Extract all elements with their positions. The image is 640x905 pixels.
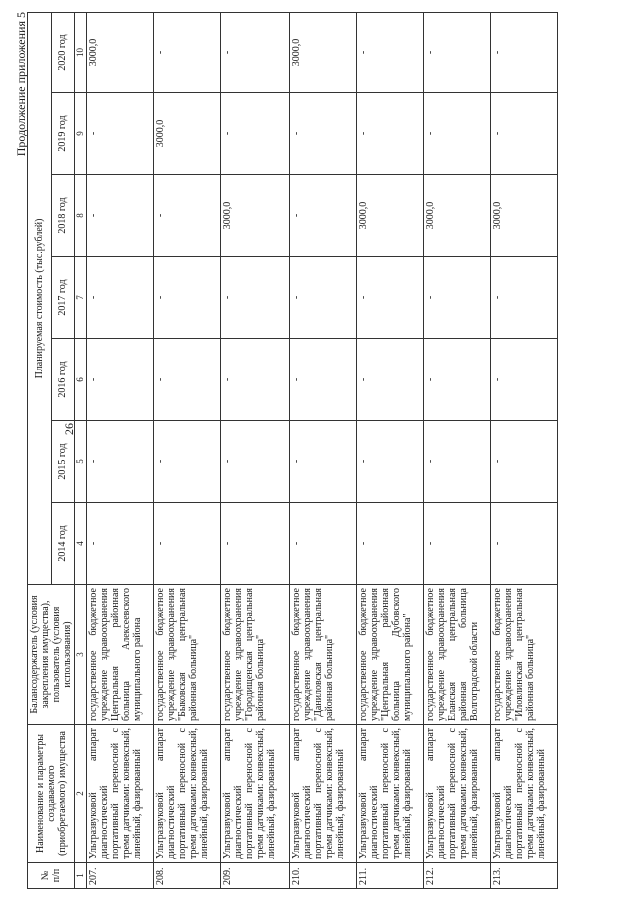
column-number: 3 xyxy=(75,585,87,725)
item-name: Ультразвуковой аппарат диагностический портативный переносной с тремя датчиками: конвексный, линейный, фазированный xyxy=(357,725,424,863)
cost-value: - xyxy=(424,339,491,421)
cost-value: 3000,0 xyxy=(424,175,491,257)
cost-value: - xyxy=(87,339,154,421)
cost-value: 3000,0 xyxy=(491,175,558,257)
item-name: Ультразвуковой аппарат диагностический портативный переносной с тремя датчиками: конвексный, линейный, фазированный xyxy=(491,725,558,863)
cost-value: - xyxy=(491,503,558,585)
cost-value: - xyxy=(87,93,154,175)
cost-value: - xyxy=(154,503,221,585)
cost-value: - xyxy=(357,339,424,421)
cost-value: - xyxy=(221,93,290,175)
item-name: Ультразвуковой аппарат диагностический портативный переносной с тремя датчиками: конвексный, линейный, фазированный xyxy=(290,725,357,863)
table-row xyxy=(154,12,221,888)
item-name: Ультразвуковой аппарат диагностический портативный переносной с тремя датчиками: конвексный, линейный, фазированный xyxy=(221,725,290,863)
column-number: 8 xyxy=(75,175,87,257)
item-holder: государственное бюджетное учреждение здравоохранения Еланская центральная районная больница Волгоградской области xyxy=(424,585,491,725)
cost-value: - xyxy=(491,12,558,92)
cost-value: - xyxy=(154,339,221,421)
table-row xyxy=(221,12,290,888)
table-row xyxy=(357,12,424,888)
item-holder: государственное бюджетное учреждение здравоохранения "Иловлинская центральная районная больница" xyxy=(491,585,558,725)
cost-value: - xyxy=(154,175,221,257)
cost-value: - xyxy=(290,175,357,257)
item-name: Ультразвуковой аппарат диагностический портативный переносной с тремя датчиками: конвексный, линейный, фазированный xyxy=(87,725,154,863)
cost-value: - xyxy=(87,503,154,585)
cost-value: - xyxy=(290,93,357,175)
header-year: 2016 год xyxy=(51,339,75,421)
column-number: 7 xyxy=(75,257,87,339)
cost-value: - xyxy=(154,12,221,92)
row-number: 213. xyxy=(491,863,558,889)
column-number: 4 xyxy=(75,503,87,585)
header-row xyxy=(28,12,52,888)
cost-value: - xyxy=(357,93,424,175)
cost-value: 3000,0 xyxy=(221,175,290,257)
cost-value: - xyxy=(357,421,424,503)
cost-value: - xyxy=(87,257,154,339)
cost-value: - xyxy=(357,257,424,339)
item-holder: государственное бюджетное учреждение здравоохранения Центральная районная больница Алексеевского муниципального района xyxy=(87,585,154,725)
item-holder: государственное бюджетное учреждение здравоохранения "Даниловская центральная районная больница" xyxy=(290,585,357,725)
cost-value: 3000,0 xyxy=(290,12,357,92)
column-number: 10 xyxy=(75,12,87,92)
page-number: 26 xyxy=(62,423,76,435)
cost-value: - xyxy=(221,257,290,339)
cost-value: - xyxy=(290,339,357,421)
item-holder: государственное бюджетное учреждение здравоохранения "Городищенская центральная районная больница" xyxy=(221,585,290,725)
column-number: 9 xyxy=(75,93,87,175)
header-year: 2015 год xyxy=(51,421,75,503)
row-number: 211. xyxy=(357,863,424,889)
header-no: № п/п xyxy=(28,863,75,889)
cost-value: - xyxy=(290,503,357,585)
cost-value: - xyxy=(424,93,491,175)
cost-value: - xyxy=(221,421,290,503)
column-number: 2 xyxy=(75,725,87,863)
row-number: 209. xyxy=(221,863,290,889)
cost-value: - xyxy=(491,421,558,503)
column-number: 1 xyxy=(75,863,87,889)
cost-value: 3000,0 xyxy=(87,12,154,92)
table-row xyxy=(290,12,357,888)
cost-value: - xyxy=(424,257,491,339)
column-number: 6 xyxy=(75,339,87,421)
header-holder: Балансодержатель (условия закрепления имущества), пользователь (условия использования) xyxy=(28,585,75,725)
row-number: 212. xyxy=(424,863,491,889)
cost-value: - xyxy=(221,12,290,92)
cost-value: - xyxy=(491,257,558,339)
item-name: Ультразвуковой аппарат диагностический портативный переносной с тремя датчиками: конвексный, линейный, фазированный xyxy=(424,725,491,863)
cost-value: - xyxy=(154,257,221,339)
item-holder: государственное бюджетное учреждение здравоохранения "Центральная районная больница Дубовского муниципального района" xyxy=(357,585,424,725)
row-number: 207. xyxy=(87,863,154,889)
cost-value: - xyxy=(491,339,558,421)
continuation-note: Продолжение приложения 5 xyxy=(14,12,28,157)
cost-value: - xyxy=(221,503,290,585)
cost-value: - xyxy=(87,175,154,257)
column-number: 5 xyxy=(75,421,87,503)
column-number-row xyxy=(75,12,87,888)
cost-value: - xyxy=(424,503,491,585)
cost-value: - xyxy=(357,12,424,92)
cost-value: - xyxy=(290,421,357,503)
cost-value: - xyxy=(221,339,290,421)
header-cost-group: Планируемая стоимость (тыс.рублей) xyxy=(28,12,52,584)
cost-value: 3000,0 xyxy=(154,93,221,175)
property-table xyxy=(27,12,558,889)
row-number: 210. xyxy=(290,863,357,889)
item-name: Ультразвуковой аппарат диагностический портативный переносной с тремя датчиками: конвексный, линейный, фазированный xyxy=(154,725,221,863)
cost-value: - xyxy=(154,421,221,503)
table-row xyxy=(424,12,491,888)
header-name: Наименование и параметры создаваемого (приобретаемого) имущества xyxy=(28,725,75,863)
header-year: 2020 год xyxy=(51,12,75,92)
cost-value: - xyxy=(290,257,357,339)
item-holder: государственное бюджетное учреждение здравоохранения "Быковская центральная районная больница" xyxy=(154,585,221,725)
cost-value: 3000,0 xyxy=(357,175,424,257)
cost-value: - xyxy=(424,12,491,92)
header-year: 2017 год xyxy=(51,257,75,339)
table-row xyxy=(491,12,558,888)
header-year: 2014 год xyxy=(51,503,75,585)
header-year: 2018 год xyxy=(51,175,75,257)
header-year: 2019 год xyxy=(51,93,75,175)
row-number: 208. xyxy=(154,863,221,889)
cost-value: - xyxy=(424,421,491,503)
cost-value: - xyxy=(87,421,154,503)
cost-value: - xyxy=(491,93,558,175)
cost-value: - xyxy=(357,503,424,585)
table-row xyxy=(87,12,154,888)
